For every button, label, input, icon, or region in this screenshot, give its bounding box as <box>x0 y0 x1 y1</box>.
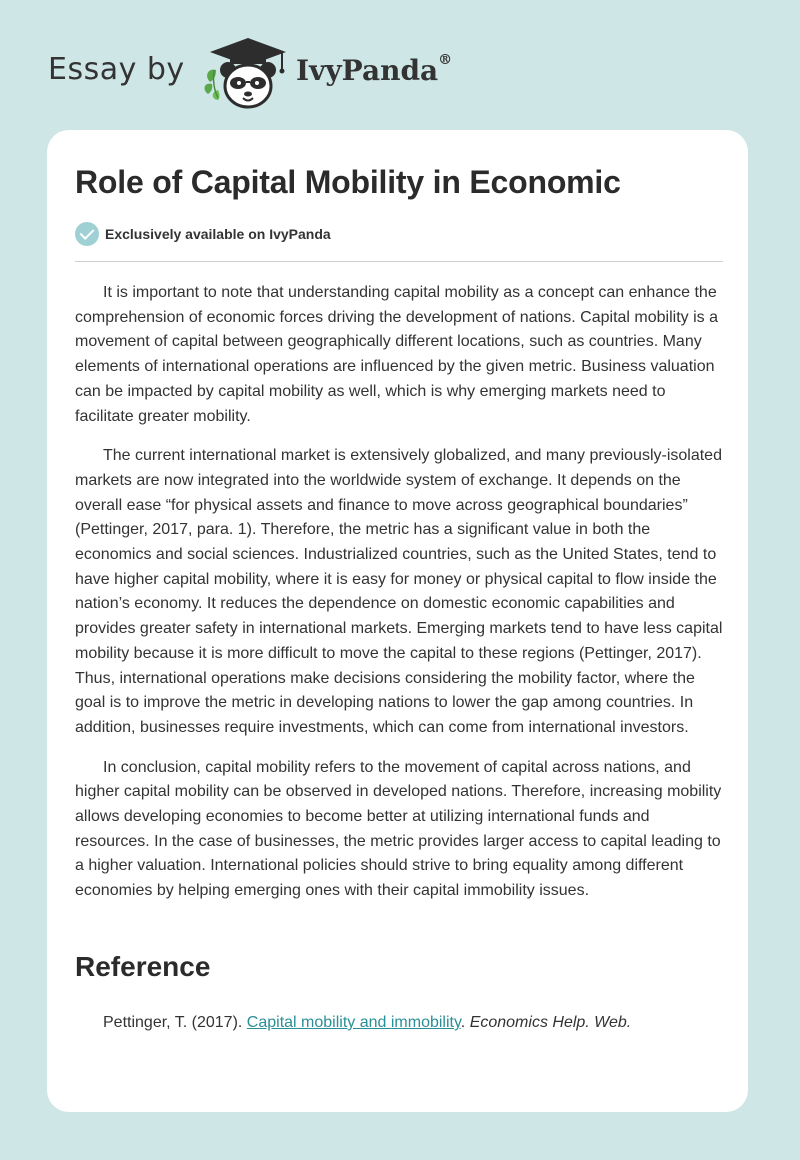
exclusive-badge <box>75 222 331 246</box>
site-header <box>0 0 800 120</box>
divider <box>75 261 723 262</box>
reference-source: Economics Help. Web. <box>469 1014 632 1031</box>
essay-body <box>75 281 723 919</box>
check-circle-icon <box>75 222 99 246</box>
brand-name[interactable]: IvyPanda® <box>296 52 453 87</box>
page-title: Role of Capital Mobility in Economic <box>75 164 621 200</box>
reference-heading: Reference <box>75 951 211 982</box>
reference-entry <box>103 1014 631 1032</box>
essay-card <box>47 130 748 1112</box>
exclusive-label: Exclusively available on IvyPanda <box>105 226 331 242</box>
essay-by-label: Essay by <box>48 52 185 87</box>
reference-author: Pettinger, T. (2017). <box>103 1014 247 1031</box>
paragraph: It is important to note that understanding capital mobility as a concept can enhance the comprehension of economic forces driving the development of nations. Capital mobility is a movement of capital between geographically different locations, such as countries. Many elements of international operations are influenced by the given metric. Business valuation can be impacted by capital mobility as well, which is why emerging markets need to facilitate greater mobility. <box>75 284 718 425</box>
paragraph: In conclusion, capital mobility refers to the movement of capital across nations, and higher capital mobility can be observed in developed nations. Therefore, increasing mobility allows developing economies to become better at utilizing international funds and resources. In the case of businesses, the metric provides larger access to capital leading to a higher valuation. International policies should strive to bring equality among different economies by helping emerging ones with their capital immobility issues. <box>75 758 722 900</box>
reference-link[interactable]: Capital mobility and immobility <box>246 1014 461 1031</box>
registered-mark: ® <box>438 52 453 68</box>
reference-separator: . <box>460 1014 470 1031</box>
panda-graduate-icon[interactable] <box>202 36 294 110</box>
paragraph: The current international market is extensively globalized, and many previously-isolated markets are now integrated into the worldwide system of exchange. It depends on the overall ease “for physical assets and finance to move across geographical boundaries” (Pettinger, 2017, para. 1). Therefore, the metric has a significant value in both the economics and social sciences. Industrialized countries, such as the United States, tend to have higher capital mobility, where it is easy for money or physical capital to flow inside the nation’s economy. It reduces the dependence on domestic economic capabilities and provides greater safety in international markets. Emerging markets tend to have less capital mobility because it is more difficult to move the capital to these regions (Pettinger, 2017). Thus, international operations make decisions considering the mobility factor, where the goal is to improve the metric in developing nations to lower the gap among countries. In addition, businesses require investments, which can come from international investors. <box>75 447 723 736</box>
